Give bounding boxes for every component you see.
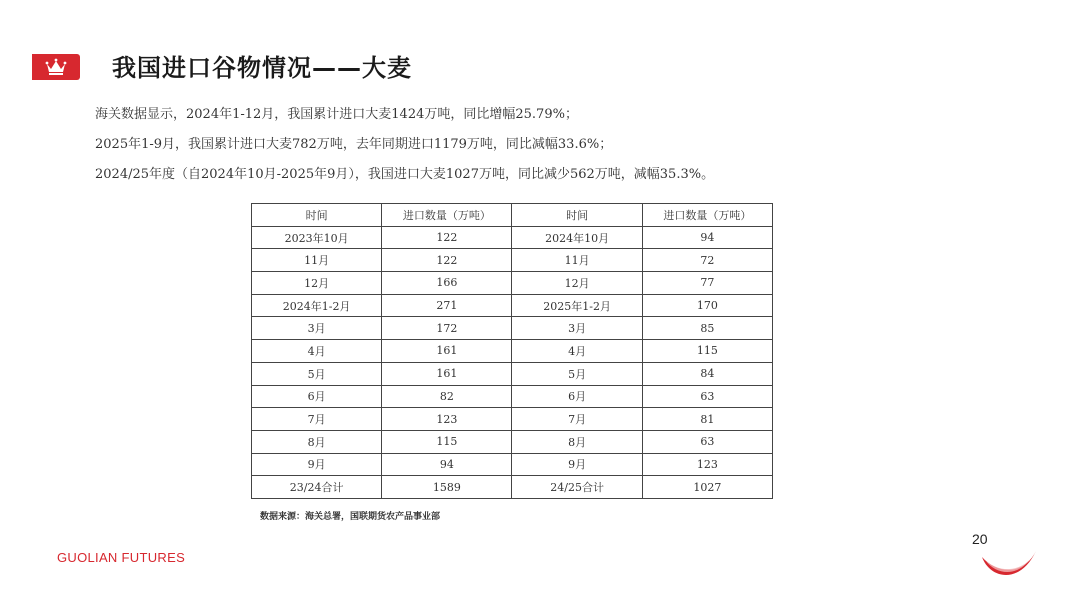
barley-import-table: [251, 203, 773, 499]
table-cell-period-b: 8月: [512, 430, 642, 453]
table-cell-period-a: 2024年1-2月: [252, 294, 382, 317]
table-cell-period-b: 2025年1-2月: [512, 294, 642, 317]
table-row: [252, 453, 773, 476]
table-cell-period-a: 3月: [252, 317, 382, 340]
table-cell-volume-b: 115: [642, 340, 772, 363]
table-cell-period-b: 2024年10月: [512, 226, 642, 249]
swoosh-icon: [980, 545, 1040, 585]
table-cell-volume-b: 77: [642, 272, 772, 295]
crown-logo-badge: [32, 54, 80, 80]
table-row: [252, 362, 773, 385]
table-cell-volume-a: 161: [382, 362, 512, 385]
table-cell-period-b: 5月: [512, 362, 642, 385]
table-row: [252, 476, 773, 499]
table-cell-volume-b: 63: [642, 430, 772, 453]
table-cell-period-b: 9月: [512, 453, 642, 476]
table-cell-volume-a: 161: [382, 340, 512, 363]
table-cell-volume-a: 271: [382, 294, 512, 317]
table-cell-period-a: 2023年10月: [252, 226, 382, 249]
table-row: [252, 340, 773, 363]
table-cell-period-b: 24/25合计: [512, 476, 642, 499]
data-source-note: 数据来源：海关总署，国联期货农产品事业部: [260, 512, 441, 522]
table-cell-period-a: 7月: [252, 408, 382, 431]
table-cell-volume-a: 122: [382, 226, 512, 249]
table-cell-volume-a: 115: [382, 430, 512, 453]
page-number: 20: [972, 531, 988, 547]
table-cell-volume-a: 172: [382, 317, 512, 340]
table-row: [252, 249, 773, 272]
table-cell-volume-b: 72: [642, 249, 772, 272]
table-cell-period-a: 11月: [252, 249, 382, 272]
table-row: [252, 385, 773, 408]
table-body: [252, 226, 773, 498]
table-cell-volume-b: 81: [642, 408, 772, 431]
summary-line-1: 海关数据显示，2024年1-12月，我国累计进口大麦1424万吨，同比增幅25.79%；: [95, 107, 578, 122]
table-row: [252, 408, 773, 431]
header-cell-time-b: 时间: [512, 204, 642, 227]
table-cell-volume-a: 94: [382, 453, 512, 476]
summary-line-2: 2025年1-9月，我国累计进口大麦782万吨，去年同期进口1179万吨，同比减幅33.6%；: [95, 137, 613, 152]
table-cell-period-b: 11月: [512, 249, 642, 272]
table-cell-volume-b: 123: [642, 453, 772, 476]
header-cell-volume-a: 进口数量（万吨）: [382, 204, 512, 227]
table-cell-volume-b: 63: [642, 385, 772, 408]
brand-name-part-2: FUTURES: [121, 550, 186, 565]
table-cell-period-a: 5月: [252, 362, 382, 385]
table-cell-period-a: 9月: [252, 453, 382, 476]
crown-icon: [45, 58, 67, 76]
table-cell-volume-a: 122: [382, 249, 512, 272]
page-title: 我国进口谷物情况——大麦: [112, 54, 412, 82]
table-header-row: [252, 204, 773, 227]
brand-name-part-1: GUOLIAN: [57, 550, 118, 565]
table-cell-period-a: 4月: [252, 340, 382, 363]
table-cell-volume-b: 94: [642, 226, 772, 249]
table-cell-period-a: 23/24合计: [252, 476, 382, 499]
header-cell-volume-b: 进口数量（万吨）: [642, 204, 772, 227]
table-cell-period-b: 3月: [512, 317, 642, 340]
table-cell-period-b: 4月: [512, 340, 642, 363]
table-cell-volume-a: 1589: [382, 476, 512, 499]
table-cell-period-b: 12月: [512, 272, 642, 295]
table-row: [252, 294, 773, 317]
table-row: [252, 272, 773, 295]
table-cell-period-a: 8月: [252, 430, 382, 453]
table-cell-volume-b: 85: [642, 317, 772, 340]
table-row: [252, 317, 773, 340]
table-cell-volume-b: 170: [642, 294, 772, 317]
table-cell-period-b: 7月: [512, 408, 642, 431]
footer-brand: [57, 550, 185, 565]
table-row: [252, 430, 773, 453]
table-cell-period-a: 6月: [252, 385, 382, 408]
table-cell-volume-a: 82: [382, 385, 512, 408]
table-cell-volume-a: 123: [382, 408, 512, 431]
table-cell-volume-a: 166: [382, 272, 512, 295]
table-cell-period-b: 6月: [512, 385, 642, 408]
table-cell-volume-b: 1027: [642, 476, 772, 499]
header-cell-time-a: 时间: [252, 204, 382, 227]
table-cell-period-a: 12月: [252, 272, 382, 295]
summary-line-3: 2024/25年度（自2024年10月-2025年9月），我国进口大麦1027万吨，同比减少562万吨，减幅35.3%。: [95, 167, 715, 182]
table-row: [252, 226, 773, 249]
table-cell-volume-b: 84: [642, 362, 772, 385]
